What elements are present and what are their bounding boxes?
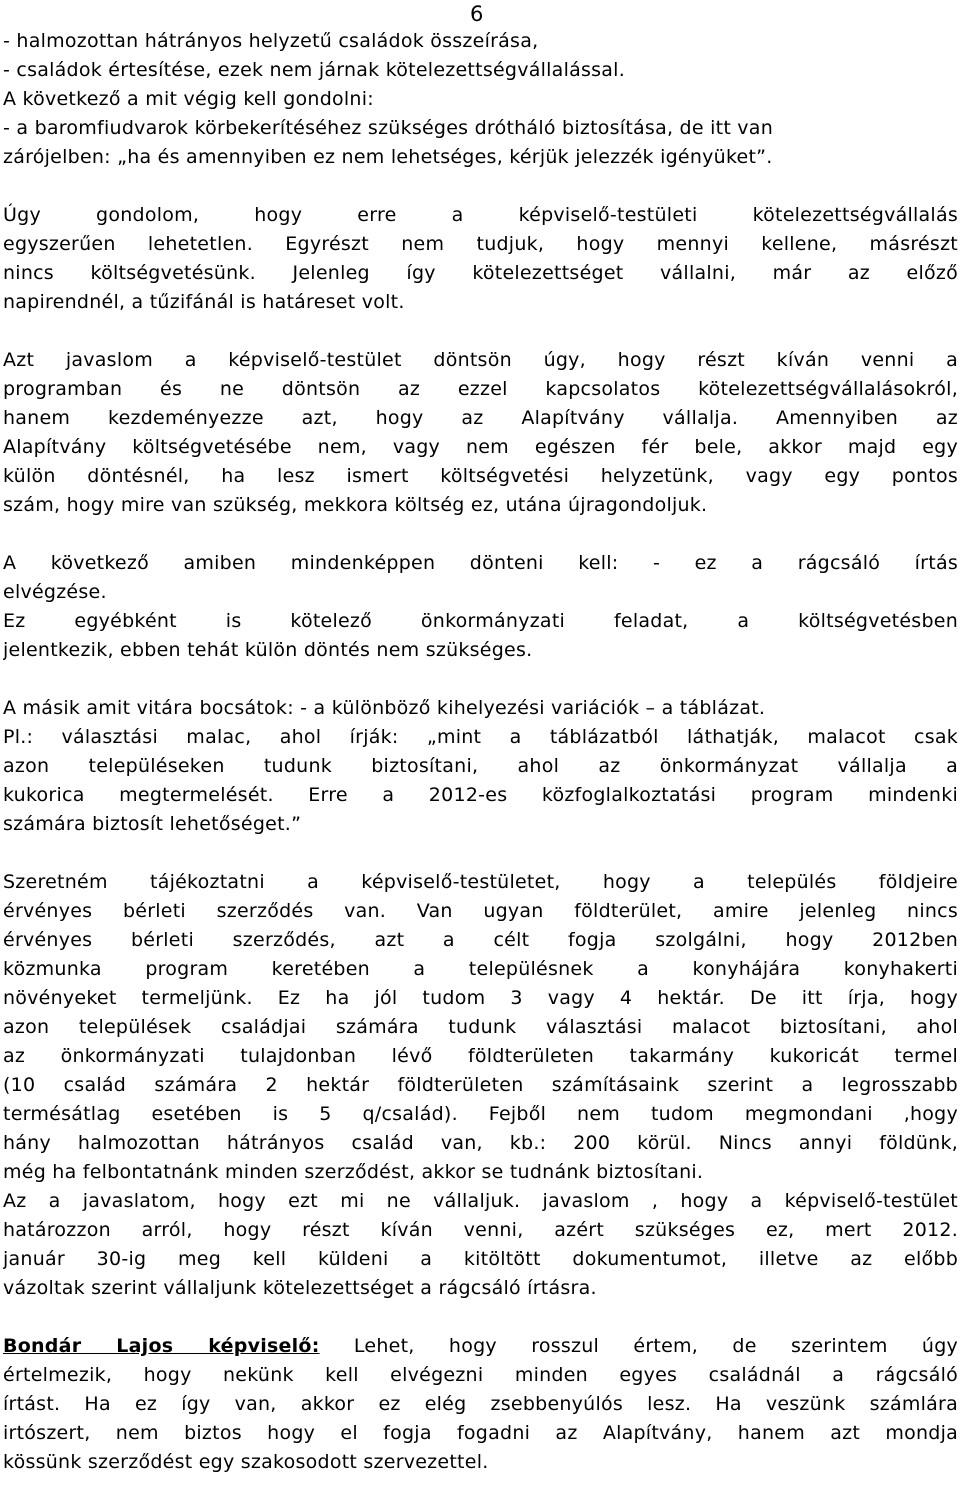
- text-line: napirendnél, a tűzifánál is határeset volt.: [3, 291, 405, 313]
- paragraph-spacer: [3, 665, 958, 694]
- text-line: nincs költségvetésünk. Jelenleg így kötelezettséget vállalni, már az előző: [3, 262, 958, 284]
- text-line: programban és ne döntsön az ezzel kapcsolatos kötelezettségvállalásokról,: [3, 378, 958, 400]
- text-line: azon települések családjai számára tudunk választási malacot biztosítani, ahol: [3, 1016, 958, 1038]
- text-line: - halmozottan hátrányos helyzetű családok összeírása,: [3, 30, 539, 52]
- paragraph-spacer: [3, 317, 958, 346]
- paragraph-spacer: [3, 172, 958, 201]
- text-line: Szeretném tájékoztatni a képviselő-testületet, hogy a település földjeire: [3, 871, 958, 893]
- text-line: Alapítvány költségvetésébe nem, vagy nem egészen fér bele, akkor majd egy: [3, 436, 958, 458]
- text-line: jelentkezik, ebben tehát külön döntés nem szükséges.: [3, 639, 533, 661]
- text-line: egyszerűen lehetetlen. Egyrészt nem tudjuk, hogy mennyi kellene, másrészt: [3, 233, 958, 255]
- page-number: 6: [470, 2, 484, 26]
- text-line: - a baromfiudvarok körbekerítéséhez szükséges drótháló biztosítása, de itt van: [3, 117, 773, 139]
- text-line: közmunka program keretében a településnek a konyhájára konyhakerti: [3, 958, 958, 980]
- speaker-text: Lehet, hogy rosszul értem, de szerintem úgy: [353, 1335, 958, 1357]
- text-line: elvégzése.: [3, 581, 107, 603]
- text-line: Az a javaslatom, hogy ezt mi ne vállaljuk. javaslom , hogy a képviselő-testület: [3, 1190, 958, 1212]
- text-line: írtást. Ha ez így van, akkor ez elég zsebbenyúlós lesz. Ha veszünk számlára: [3, 1393, 958, 1415]
- text-line: A következő amiben mindenképpen dönteni kell: - ez a rágcsáló írtás: [3, 552, 958, 574]
- text-line: hanem kezdeményezze azt, hogy az Alapítvány vállalja. Amennyiben az: [3, 407, 958, 429]
- text-line: Azt javaslom a képviselő-testület döntsön úgy, hogy részt kíván venni a: [3, 349, 958, 371]
- text-line: növényeket termeljünk. Ez ha jól tudom 3 vagy 4 hektár. De itt írja, hogy: [3, 987, 958, 1009]
- speaker-name: Bondár Lajos képviselő:: [3, 1335, 320, 1357]
- text-line: értelmezik, hogy nekünk kell elvégezni minden egyes családnál a rágcsáló: [3, 1364, 958, 1386]
- text-line: termésátlag esetében is 5 q/család). Fejből nem tudom megmondani ,hogy: [3, 1103, 958, 1125]
- document-body: [3, 27, 958, 1477]
- text-line: hány halmozottan hátrányos család van, kb.: 200 körül. Nincs annyi földünk,: [3, 1132, 958, 1154]
- text-line: A következő a mit végig kell gondolni:: [3, 88, 374, 110]
- text-line: még ha felbontatnánk minden szerződést, akkor se tudnánk biztosítani.: [3, 1161, 704, 1183]
- text-line: irtószert, nem biztos hogy el fogja fogadni az Alapítvány, hanem azt mondja: [3, 1422, 958, 1444]
- text-line: Ez egyébként is kötelező önkormányzati feladat, a költségvetésben: [3, 610, 958, 632]
- text-line: A másik amit vitára bocsátok: - a különböző kihelyezési variációk – a táblázat.: [3, 697, 766, 719]
- text-line: külön döntésnél, ha lesz ismert költségvetési helyzetünk, vagy egy pontos: [3, 465, 958, 487]
- text-line: az önkormányzati tulajdonban lévő földterületen takarmány kukoricát termel: [3, 1045, 958, 1067]
- text-line: érvényes bérleti szerződés van. Van ugyan földterület, amire jelenleg nincs: [3, 900, 958, 922]
- text-line: - családok értesítése, ezek nem járnak kötelezettségvállalással.: [3, 59, 625, 81]
- text-line: kössünk szerződést egy szakosodott szervezettel.: [3, 1451, 489, 1473]
- text-line: Úgy gondolom, hogy erre a képviselő-testületi kötelezettségvállalás: [3, 204, 958, 226]
- text-line: vázoltak szerint vállaljunk kötelezettséget a rágcsáló írtásra.: [3, 1277, 597, 1299]
- text-line: határozzon arról, hogy részt kíván venni, azért szükséges ez, mert 2012.: [3, 1219, 958, 1241]
- paragraph-spacer: [3, 1303, 958, 1332]
- text-line: szám, hogy mire van szükség, mekkora költség ez, utána újragondoljuk.: [3, 494, 708, 516]
- paragraph-spacer: [3, 520, 958, 549]
- text-line: január 30-ig meg kell küldeni a kitöltött dokumentumot, illetve az előbb: [3, 1248, 958, 1270]
- text-line: számára biztosít lehetőséget.”: [3, 813, 302, 835]
- text-line: zárójelben: „ha és amennyiben ez nem lehetséges, kérjük jelezzék igényüket”.: [3, 146, 773, 168]
- text-line: érvényes bérleti szerződés, azt a célt fogja szolgálni, hogy 2012ben: [3, 929, 958, 951]
- text-line: Pl.: választási malac, ahol írják: „mint a táblázatból láthatják, malacot csak: [3, 726, 958, 748]
- text-line: kukorica megtermelését. Erre a 2012-es közfoglalkoztatási program mindenki: [3, 784, 958, 806]
- text-line: (10 család számára 2 hektár földterületen számításaink szerint a legrosszabb: [3, 1074, 958, 1096]
- text-line: azon településeken tudunk biztosítani, ahol az önkormányzat vállalja a: [3, 755, 958, 777]
- paragraph-spacer: [3, 839, 958, 868]
- text-line: [3, 1332, 958, 1361]
